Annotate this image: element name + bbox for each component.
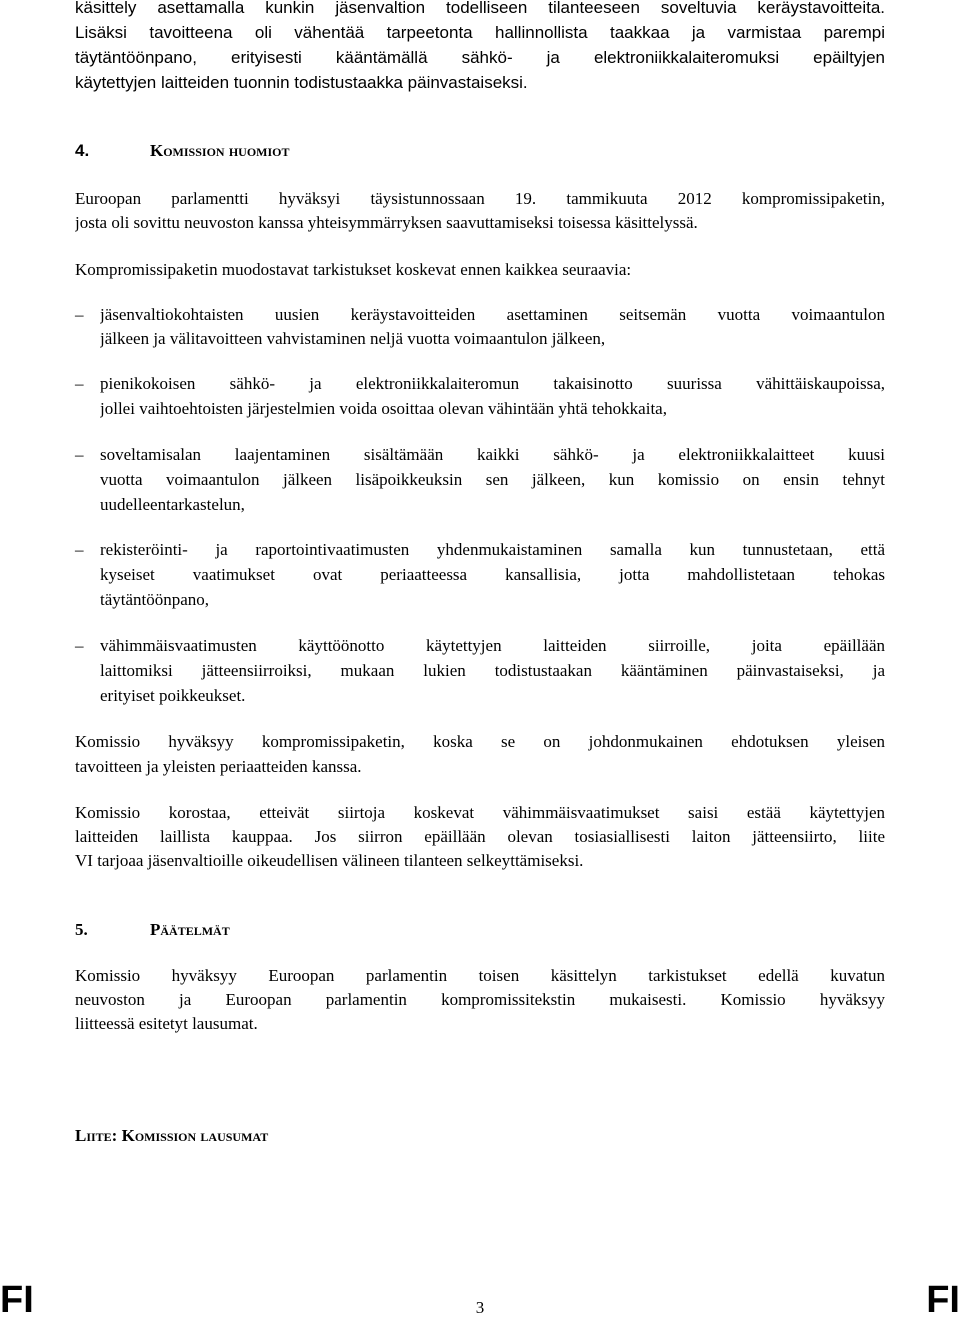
- section-title: Päätelmät: [150, 920, 230, 939]
- dash-bullet: –: [75, 540, 84, 559]
- dash-bullet: –: [75, 305, 84, 324]
- text-line: Euroopan parlamentti hyväksyi täysistunnossaan 19. tammikuuta 2012 kompromissipaketin,: [75, 189, 885, 208]
- text-line: täytäntöönpano,: [100, 590, 210, 609]
- section-number: 4.: [75, 141, 90, 160]
- text-line: pienikokoisen sähkö- ja elektroniikkalaiteromun takaisinotto suurissa vähittäiskaupoissa,: [100, 374, 885, 393]
- language-code-left: FI: [0, 1279, 34, 1321]
- language-code-right: FI: [926, 1279, 960, 1321]
- page-number: 3: [475, 1298, 485, 1317]
- text-line: liitteessä esitetyt lausumat.: [75, 1014, 258, 1033]
- dash-bullet: –: [75, 445, 84, 464]
- text-line: Komissio korostaa, etteivät siirtoja koskevat vähimmäisvaatimukset saisi estää käytettyjen: [75, 803, 885, 822]
- text-line: täytäntöönpano, erityisesti kääntämällä sähkö- ja elektroniikkalaiteromuksi epäiltyjen: [75, 48, 885, 67]
- text-line: käytettyjen laitteiden tuonnin todistustaakka päinvastaiseksi.: [75, 73, 528, 92]
- text-line: VI tarjoaa jäsenvaltioille oikeudellisen välineen tilanteen selkeyttämiseksi.: [75, 851, 584, 870]
- text-line: kyseiset vaatimukset ovat periaatteessa kansallisia, jotta mahdollistetaan tehokas: [100, 565, 885, 584]
- text-line: käsittely asettamalla kunkin jäsenvaltion todelliseen tilanteeseen soveltuvia keräystavoitteita.: [75, 0, 885, 17]
- section-title: Komission huomiot: [150, 141, 290, 160]
- text-line: Komissio hyväksyy Euroopan parlamentin toisen käsittelyn tarkistukset edellä kuvatun: [75, 966, 885, 985]
- text-line: neuvoston ja Euroopan parlamentin kompromissitekstin mukaisesti. Komissio hyväksyy: [75, 990, 885, 1009]
- text-line: tavoitteen ja yleisten periaatteiden kanssa.: [75, 757, 362, 776]
- text-line: erityiset poikkeukset.: [100, 686, 246, 705]
- section-number: 5.: [75, 920, 88, 939]
- text-line: jollei vaihtoehtoisten järjestelmien voida osoittaa olevan vähintään yhtä tehokkaita,: [100, 399, 667, 418]
- text-line: soveltamisalan laajentaminen sisältämään kaikki sähkö- ja elektroniikkalaitteet kuusi: [100, 445, 885, 464]
- text-line: jäsenvaltiokohtaisten uusien keräystavoitteiden asettaminen seitsemän vuotta voimaantulon: [100, 305, 885, 324]
- text-line: laittomiksi jätteensiirroiksi, mukaan lukien todistustaakan kääntäminen päinvastaiseksi, ja: [100, 661, 885, 680]
- annex-heading: Liite: Komission lausumat: [75, 1126, 269, 1145]
- text-line: Komissio hyväksyy kompromissipaketin, koska se on johdonmukainen ehdotuksen yleisen: [75, 732, 885, 751]
- list-lead: Kompromissipaketin muodostavat tarkistukset koskevat ennen kaikkea seuraavia:: [75, 260, 632, 279]
- dash-bullet: –: [75, 374, 84, 393]
- text-line: josta oli sovittu neuvoston kanssa yhteisymmärryksen saavuttamiseksi toisessa käsittelyssä.: [75, 213, 698, 232]
- text-line: vuotta voimaantulon jälkeen lisäpoikkeuksin sen jälkeen, kun komissio on ensin tehnyt: [100, 470, 885, 489]
- text-line: laitteiden laillista kauppaa. Jos siirron epäillään olevan tosiasiallisesti laiton jätteensiirto, liite: [75, 827, 885, 846]
- text-line: Lisäksi tavoitteena oli vähentää tarpeetonta hallinnollista taakkaa ja varmistaa parempi: [75, 23, 885, 42]
- dash-bullet: –: [75, 636, 84, 655]
- text-line: rekisteröinti- ja raportointivaatimusten yhdenmukaistaminen samalla kun tunnustetaan, että: [100, 540, 885, 559]
- text-line: uudelleentarkastelun,: [100, 495, 245, 514]
- text-line: vähimmäisvaatimusten käyttöönotto käytettyjen laitteiden siirroille, joita epäillään: [100, 636, 885, 655]
- text-line: jälkeen ja välitavoitteen vahvistaminen neljä vuotta voimaantulon jälkeen,: [100, 329, 606, 348]
